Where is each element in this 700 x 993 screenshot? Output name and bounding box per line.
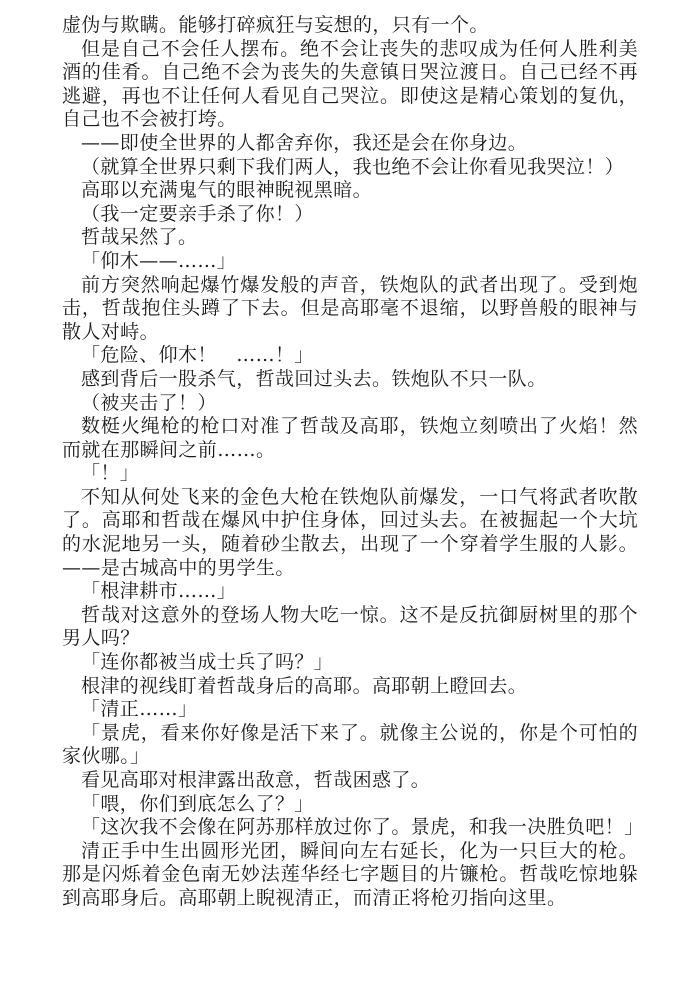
paragraph-12: （被夹击了！）: [81, 391, 217, 414]
paragraph-20: 「清正……」: [81, 698, 198, 721]
paragraph-8: 「仰木——……」: [81, 249, 237, 272]
paragraph-14: 「！」: [81, 462, 140, 485]
paragraph-9: 前方突然响起爆竹爆发般的声音，铁炮队的武者出现了。受到炮击，哲哉抱住头蹲了下去。但是高耶毫不退缩，以野兽般的眼神与散人对峙。: [62, 273, 638, 343]
paragraph-5: 高耶以充满鬼气的眼神睨视黑暗。: [81, 179, 373, 202]
paragraph-7: 哲哉呆然了。: [81, 226, 198, 249]
paragraph-23: 「喂，你们到底怎么了？」: [81, 792, 314, 815]
paragraph-10: 「危险、仰木！ ……！」: [81, 344, 314, 367]
paragraph-2: 但是自己不会任人摆布。绝不会让丧失的悲叹成为任何人胜利美酒的佳肴。自己绝不会为丧失的失意镇日哭泣渡日。自己已经不再逃避，再也不让任何人看见自己哭泣。即使这是精心策划的复仇，自己也不会被打垮。: [62, 37, 638, 131]
paragraph-25: 清正手中生出圆形光团，瞬间向左右延长，化为一只巨大的枪。那是闪烁着金色南无妙法莲华经七字题目的片镰枪。哲哉吃惊地躲到高耶身后。高耶朝上睨视清正，而清正将枪刃指向这里。: [62, 839, 638, 909]
paragraph-4: （就算全世界只剩下我们两人，我也绝不会让你看见我哭泣！）: [81, 155, 625, 178]
paragraph-17: 哲哉对这意外的登场人物大吃一惊。这不是反抗御厨树里的那个男人吗？: [62, 603, 638, 650]
paragraph-22: 看见高耶对根津露出敌意，哲哉困惑了。: [81, 769, 431, 791]
paragraph-1: 虚伪与欺瞒。能够打碎疯狂与妄想的，只有一个。: [62, 14, 489, 36]
paragraph-13: 数梃火绳枪的枪口对准了哲哉及高耶，铁炮立刻喷出了火焰！然而就在那瞬间之前……。: [62, 415, 638, 461]
paragraph-16: 「根津耕市……」: [81, 580, 237, 603]
paragraph-15: 不知从何处飞来的金色大枪在铁炮队前爆发，一口气将武者吹散了。高耶和哲哉在爆风中护住身体，回过头去。在被掘起一个大坑的水泥地另一头，随着砂尘散去，出现了一个穿着学生服的人影。——是古城高中的男学生。: [62, 485, 638, 579]
paragraph-24: 「这次我不会像在阿苏那样放过你了。景虎，和我一决胜负吧！」: [81, 816, 644, 839]
paragraph-18: 「连你都被当成士兵了吗？」: [81, 651, 334, 674]
paragraph-19: 根津的视线盯着哲哉身后的高耶。高耶朝上瞪回去。: [81, 674, 528, 697]
paragraph-3: ——即使全世界的人都舍弃你，我还是会在你身边。: [81, 131, 528, 154]
paragraph-21: 「景虎，看来你好像是活下来了。就像主公说的，你是个可怕的家伙哪。」: [62, 721, 638, 768]
paragraph-6: （我一定要亲手杀了你！）: [81, 202, 314, 225]
paragraph-11: 感到背后一股杀气，哲哉回过头去。铁炮队不只一队。: [81, 367, 547, 390]
novel-page: [62, 14, 644, 911]
